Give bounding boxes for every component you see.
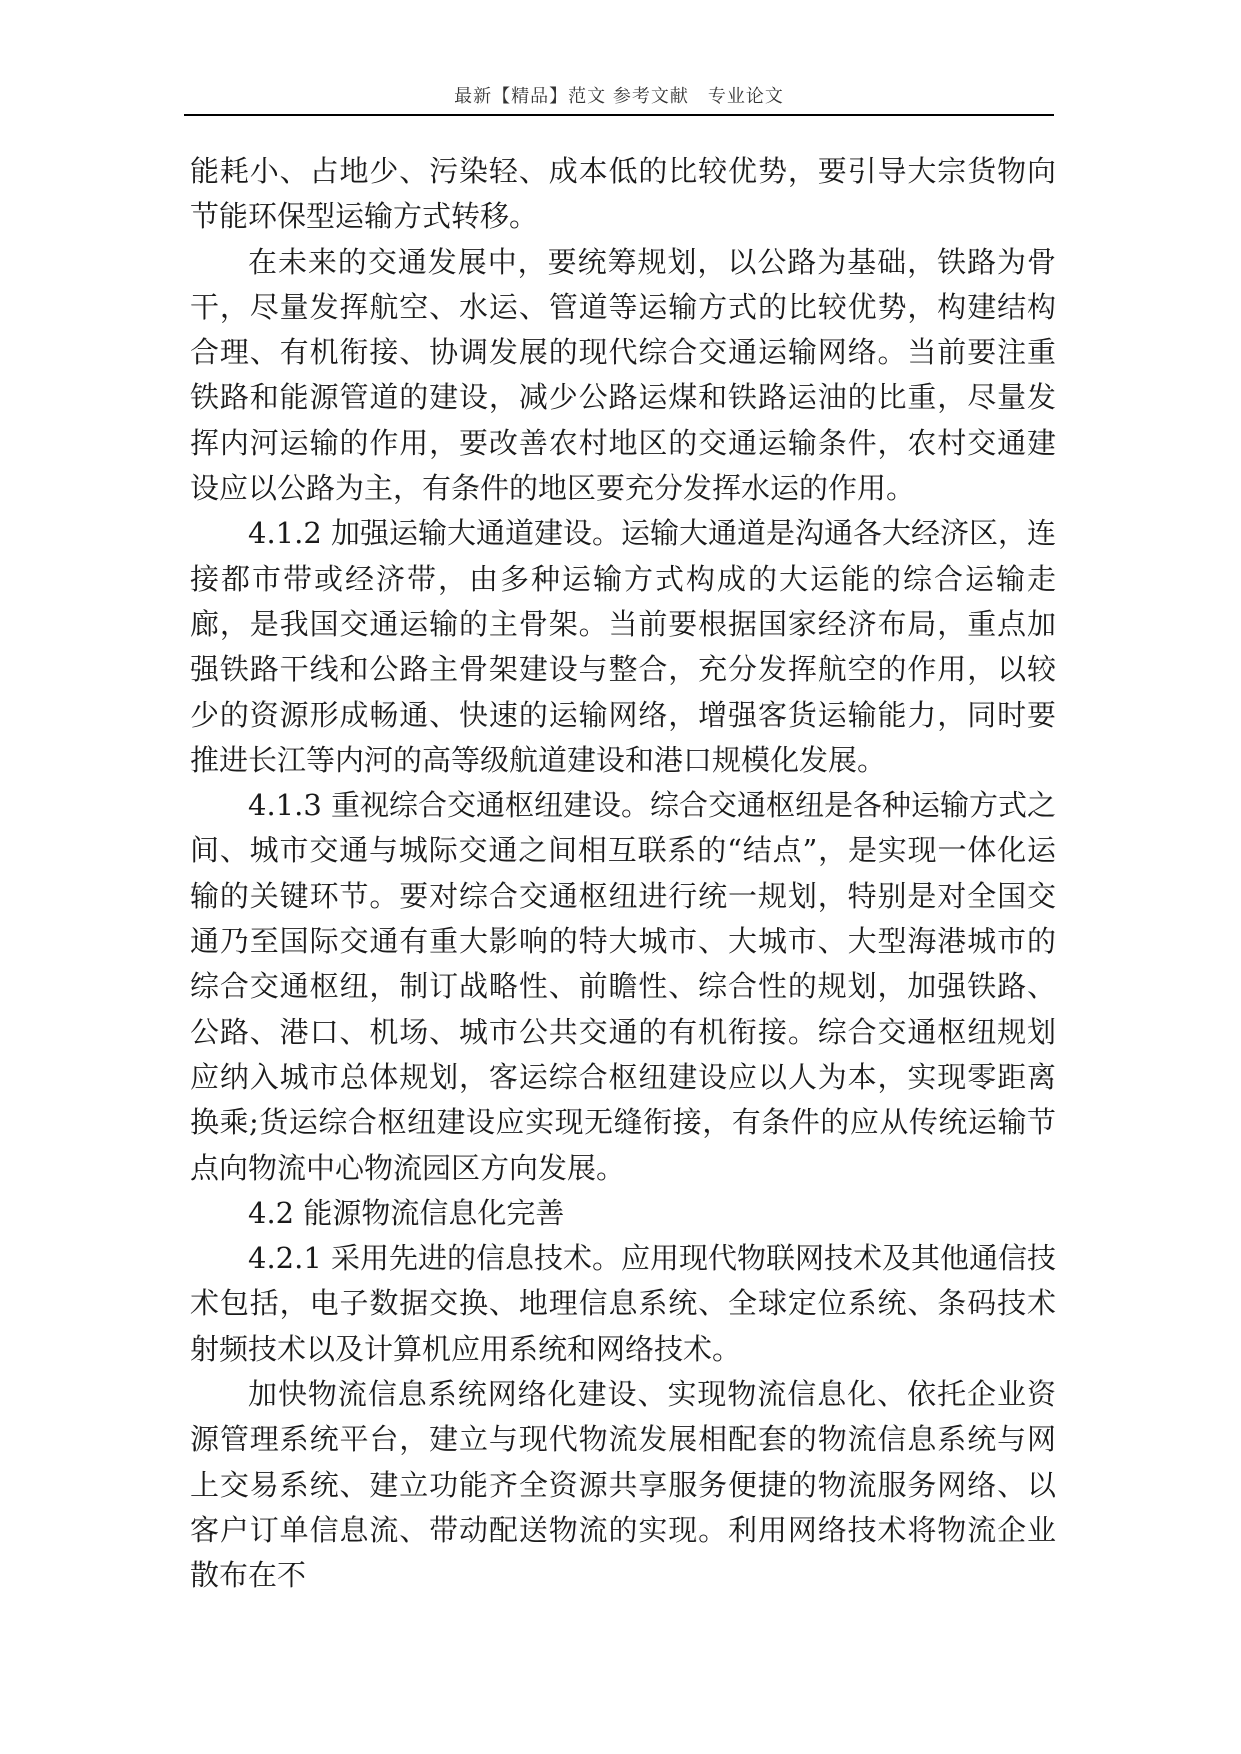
body-text: [190, 149, 1056, 1599]
paragraph: 加快物流信息系统网络化建设、实现物流信息化、依托企业资源管理系统平台，建立与现代物流发展相配套的物流信息系统与网上交易系统、建立功能齐全资源共享服务便捷的物流服务网络、以客户订单信息流、带动配送物流的实现。利用网络技术将物流企业散布在不: [190, 1377, 1056, 1593]
section-heading: 4.2 能源物流信息化完善: [248, 1195, 565, 1230]
paragraph: 4.2.1 采用先进的信息技术。应用现代物联网技术及其他通信技术包括，电子数据交换、地理信息系统、全球定位系统、条码技术射频技术以及计算机应用系统和网络技术。: [190, 1241, 1057, 1366]
paragraph: 能耗小、占地少、污染轻、成本低的比较优势，要引导大宗货物向节能环保型运输方式转移。: [190, 154, 1056, 234]
paragraph: 4.1.2 加强运输大通道建设。运输大通道是沟通各大经济区，连接都市带或经济带，由多种运输方式构成的大运能的综合运输走廊，是我国交通运输的主骨架。当前要根据国家经济布局，重点加强铁路干线和公路主骨架建设与整合，充分发挥航空的作用，以较少的资源形成畅通、快速的运输网络，增强客货运输能力，同时要推进长江等内河的高等级航道建设和港口规模化发展。: [190, 516, 1057, 777]
page-header: 最新【精品】范文 参考文献 专业论文: [454, 86, 784, 107]
header-rule: [184, 114, 1054, 116]
paragraph: 在未来的交通发展中，要统筹规划，以公路为基础，铁路为骨干，尽量发挥航空、水运、管道等运输方式的比较优势，构建结构合理、有机衔接、协调发展的现代综合交通运输网络。当前要注重铁路和能源管道的建设，减少公路运煤和铁路运油的比重，尽量发挥内河运输的作用，要改善农村地区的交通运输条件，农村交通建设应以公路为主，有条件的地区要充分发挥水运的作用。: [190, 244, 1056, 506]
paragraph: 4.1.3 重视综合交通枢纽建设。综合交通枢纽是各种运输方式之间、城市交通与城际交通之间相互联系的“结点”，是实现一体化运输的关键环节。要对综合交通枢纽进行统一规划，特别是对全国交通乃至国际交通有重大影响的特大城市、大城市、大型海港城市的综合交通枢纽，制订战略性、前瞻性、综合性的规划，加强铁路、公路、港口、机场、城市公共交通的有机衔接。综合交通枢纽规划应纳入城市总体规划，客运综合枢纽建设应以人为本，实现零距离换乘;货运综合枢纽建设应实现无缝衔接，有条件的应从传统运输节点向物流中心物流园区方向发展。: [190, 788, 1057, 1185]
